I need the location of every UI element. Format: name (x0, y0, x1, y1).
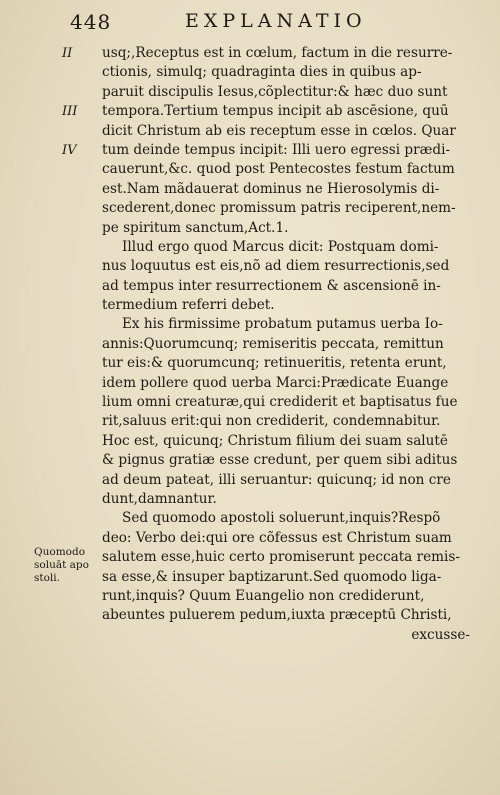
text-line: pe spiritum sanctum,Act.1. (102, 219, 289, 236)
text-line: nus loquutus est eis,nõ ad diem resurrectionis,sed (102, 258, 450, 275)
text-line: paruit discipulis Iesus,cõplectitur:& hæc duo sunt (102, 83, 448, 100)
text-line: cauerunt,&c. quod post Pentecostes festum factum (102, 161, 455, 178)
margin-note-line: soluāt apo (34, 559, 89, 571)
text-line: lium omni creaturæ,qui crediderit et baptisatus fue (102, 394, 458, 411)
paragraph-start-line: Illud ergo quod Marcus dicit: Postquam domi- (122, 238, 439, 255)
running-title: EXPLANATIO (185, 10, 367, 32)
text-line: termedium referri debet. (102, 297, 275, 314)
margin-note-line: stoli. (34, 572, 60, 584)
text-line: dunt,damnantur. (102, 490, 217, 507)
text-line: ad tempus inter resurrectionem & ascensionē in- (102, 277, 441, 294)
text-line: ad deum pateat, illi seruantur: quicunq; id non cre (102, 471, 451, 488)
text-line: salutem esse,huic certo promiserunt peccata remis- (102, 549, 460, 566)
margin-note (34, 546, 100, 585)
text-line: tum deinde tempus incipit: Illi uero egressi prædi- (102, 141, 451, 158)
paragraph-start-line: Ex his firmissime probatum putamus uerba Io- (122, 316, 443, 333)
text-line: est.Nam mãdauerat dominus ne Hierosolymis di- (102, 180, 440, 197)
text-line: deo: Verbo dei:qui ore cõfessus est Christum suam (102, 529, 452, 546)
margin-number-iv: IV (62, 143, 77, 158)
text-line: Hoc est, quicunq; Christum filium dei suam salutē (102, 432, 448, 449)
page-number: 448 (70, 10, 112, 34)
catchword: excusse- (411, 626, 470, 643)
text-line: rit,saluus erit:qui non crediderit, condemnabitur. (102, 413, 441, 430)
text-line: dicit Christum ab eis receptum esse in cœlos. Quar (102, 122, 456, 139)
text-line: tur eis:& quorumcunq; retinueritis, retenta erunt, (102, 355, 447, 372)
margin-number-iii: III (62, 104, 78, 119)
text-line: sa esse,& insuper baptizarunt.Sed quomodo liga- (102, 568, 442, 585)
body-text (102, 44, 470, 645)
text-line: & pignus gratiæ esse credunt, per quem sibi aditus (102, 452, 458, 469)
text-line: abeuntes puluerem pedum,iuxta præceptū Christi, (102, 607, 452, 624)
text-line: ctionis, simulq; quadraginta dies in quibus ap- (102, 64, 422, 81)
text-line: idem pollere quod uerba Marci:Prædicate Euange (102, 374, 449, 391)
paragraph-start-line: Sed quomodo apostoli soluerunt,inquis?Respõ (122, 510, 441, 527)
margin-number-ii: II (62, 46, 73, 61)
text-line: tempora.Tertium tempus incipit ab ascēsione, quū (102, 103, 449, 120)
text-line: scederent,donec promissum patris reciperent,nem- (102, 200, 456, 217)
text-line: annis:Quorumcunq; remiseritis peccata, remittun (102, 335, 444, 352)
margin-note-line: Quomodo (34, 546, 86, 558)
running-header (0, 8, 500, 38)
text-line: runt,inquis? Quum Euangelio non crediderunt, (102, 587, 425, 604)
text-line: usq;,Receptus est in cœlum, factum in die resurre- (102, 45, 453, 61)
